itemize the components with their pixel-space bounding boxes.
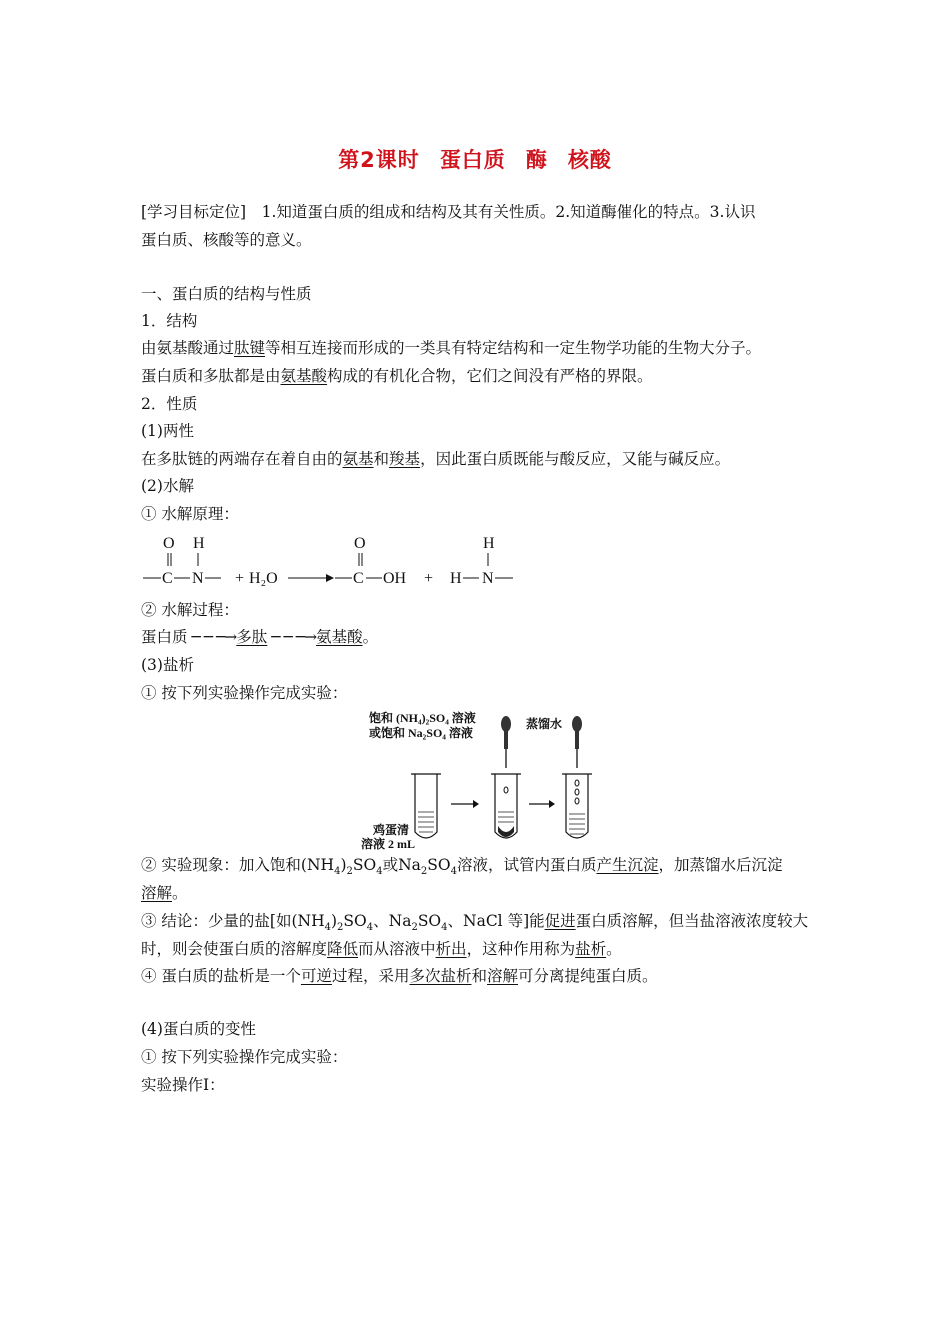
answer-precipitate: 产生沉淀 — [596, 856, 659, 874]
text: 等相互连接而形成的一类具有特定结构和一定生物学功能的生物大分子。 — [265, 339, 762, 357]
text: 可分离提纯蛋白质。 — [518, 967, 658, 985]
property-heading: 2．性质 — [141, 395, 198, 413]
text: 过程，采用 — [331, 967, 410, 985]
answer-decrease: 降低 — [327, 940, 359, 958]
text: ，这种作用称为 — [466, 940, 576, 958]
goal-line-2: 蛋白质、核酸等的意义。 — [141, 231, 312, 249]
text: 时，则会使蛋白质的溶解度 — [141, 940, 328, 958]
answer-separate-out: 析出 — [435, 940, 467, 958]
text: 和 — [373, 450, 390, 468]
conclusion-line-2 — [141, 939, 622, 959]
label-saturated-salt-2: 或饱和 Na₂SO₄ 溶液 — [369, 726, 473, 740]
text: 蛋白质 — [141, 628, 188, 646]
text: 构成的有机化合物，它们之间没有严格的界限。 — [327, 367, 653, 385]
answer-amino-group: 氨基 — [342, 450, 374, 468]
arrow-head — [326, 574, 334, 582]
atom-H-3: H — [450, 570, 462, 587]
answer-amino-acid: 氨基酸 — [280, 367, 328, 385]
test-tube-3 — [562, 774, 592, 838]
atom-H-2: H — [483, 535, 495, 552]
answer-promote: 促进 — [544, 912, 576, 930]
text: 而从溶液中 — [358, 940, 436, 958]
atom-C: C — [162, 570, 173, 587]
page-title — [0, 144, 950, 174]
answer-amino-acid-2: 氨基酸 — [316, 628, 363, 646]
hydrolysis-heading: (2)水解 — [141, 477, 194, 495]
text: ④ 蛋白质的盐析是一个 — [141, 967, 301, 985]
text: ，加蒸馏水后沉淀 — [658, 856, 783, 874]
dropper-1 — [501, 716, 511, 768]
text: SO — [352, 856, 377, 874]
label-distilled-water: 蒸馏水 — [526, 717, 563, 731]
hydrolysis-process-label: ② 水解过程： — [141, 601, 239, 619]
test-tube-2 — [491, 774, 521, 838]
text: 。 — [172, 884, 188, 902]
arrow-1 — [451, 800, 479, 808]
text: 或Na — [382, 856, 421, 874]
answer-salting-out: 盐析 — [575, 940, 607, 958]
water: H₂O — [249, 570, 278, 587]
text: 、Na — [373, 912, 412, 930]
answer-carboxyl-group: 羧基 — [389, 450, 421, 468]
label-egg-white: 鸡蛋清 — [373, 823, 410, 837]
title-protein: 蛋白质 — [439, 148, 506, 172]
conclusion-line-1: ③ 结论：少量的盐[如$(NH_4)_2SO_4$、$Na_2SO_4$、NaCl 等]能促进蛋白质溶解，但当盐溶液浓度较大 — [141, 912, 809, 934]
denaturation-heading: (4)蛋白质的变性 — [141, 1020, 256, 1038]
atom-H: H — [193, 535, 205, 552]
hydrolysis-equation — [141, 532, 541, 592]
text: 蛋白质溶解，但当盐溶液浓度较大 — [575, 912, 809, 930]
structure-line-1 — [141, 338, 761, 358]
title-enzyme: 酶 — [525, 148, 548, 172]
text: ② 实验现象：加入饱和(NH — [141, 856, 335, 874]
text: 溶液，试管内蛋白质 — [456, 856, 597, 874]
plus-sign-2: + — [424, 570, 434, 587]
text: ，因此蛋白质既能与酸反应，又能与碱反应。 — [420, 450, 731, 468]
title-nucleic-acid: 核酸 — [567, 148, 612, 172]
text: SO — [417, 912, 442, 930]
answer-reversible: 可逆 — [300, 967, 332, 985]
answer-dissolve: 溶解 — [141, 884, 173, 902]
text: ③ 结论：少量的盐[如(NH — [141, 912, 325, 930]
plus-sign: + — [235, 570, 245, 587]
goal-line-1: [学习目标定位] 1.知道蛋白质的组成和结构及其有关性质。2.知道酶催化的特点。3.认识 — [141, 203, 756, 221]
reversible-line — [141, 966, 658, 986]
answer-dissolution: 溶解 — [487, 967, 519, 985]
text: SO — [343, 912, 367, 930]
denaturation-op: ① 按下列实验操作完成实验： — [141, 1048, 348, 1066]
title-lesson: 第2课时 — [338, 148, 420, 172]
experiment-op-1: 实验操作Ⅰ： — [141, 1076, 225, 1094]
answer-polypeptide: 多肽 — [236, 628, 268, 646]
text: 和 — [471, 967, 487, 985]
hydrolysis-process: 蛋白质 ─ ─ ─→多肽 ─ ─ ─→氨基酸。 — [141, 628, 379, 646]
answer-peptide-bond: 肽键 — [234, 339, 266, 357]
label-saturated-salt: 饱和 (NH₄)₂SO₄ 溶液 — [369, 711, 476, 725]
atom-N-2: N — [482, 570, 494, 587]
atom-O-2: O — [354, 535, 366, 552]
atom-N: N — [192, 570, 204, 587]
observation-line-1: ② 实验现象：加入饱和$(NH_4)_2SO_4$或$Na_2SO_4$溶液，试管内蛋白质产生沉淀，加蒸馏水后沉淀 — [141, 856, 783, 878]
answer-repeated-salting: 多次盐析 — [409, 967, 472, 985]
atom-C-2: C — [353, 570, 364, 587]
structure-heading: 1．结构 — [141, 312, 198, 330]
atom-O: O — [163, 535, 175, 552]
hydroxyl: OH — [383, 570, 407, 587]
text: ) — [330, 912, 338, 930]
label-volume: 溶液 2 mL — [361, 837, 416, 850]
test-tube-1 — [411, 774, 441, 838]
observation-line-2 — [141, 883, 188, 903]
text: 在多肽链的两端存在着自由的 — [141, 450, 343, 468]
structure-line-2 — [141, 366, 653, 386]
dropper-2 — [572, 716, 582, 768]
text: 、NaCl 等]能 — [447, 912, 545, 930]
text: SO — [427, 856, 451, 874]
salting-out-op: ① 按下列实验操作完成实验： — [141, 684, 348, 702]
text: ) — [340, 856, 347, 874]
salting-out-heading: (3)盐析 — [141, 656, 194, 674]
salting-out-diagram — [355, 708, 615, 850]
amphoteric-line — [141, 449, 730, 469]
text: 蛋白质和多肽都是由 — [141, 367, 281, 385]
arrow-2 — [529, 800, 555, 808]
section-heading: 一、蛋白质的结构与性质 — [141, 285, 312, 303]
text: 由氨基酸通过 — [141, 339, 235, 357]
text: 。 — [362, 628, 379, 646]
hydrolysis-principle-label: ① 水解原理： — [141, 505, 239, 523]
amphoteric-heading: (1)两性 — [141, 422, 194, 440]
text: 。 — [606, 940, 622, 958]
